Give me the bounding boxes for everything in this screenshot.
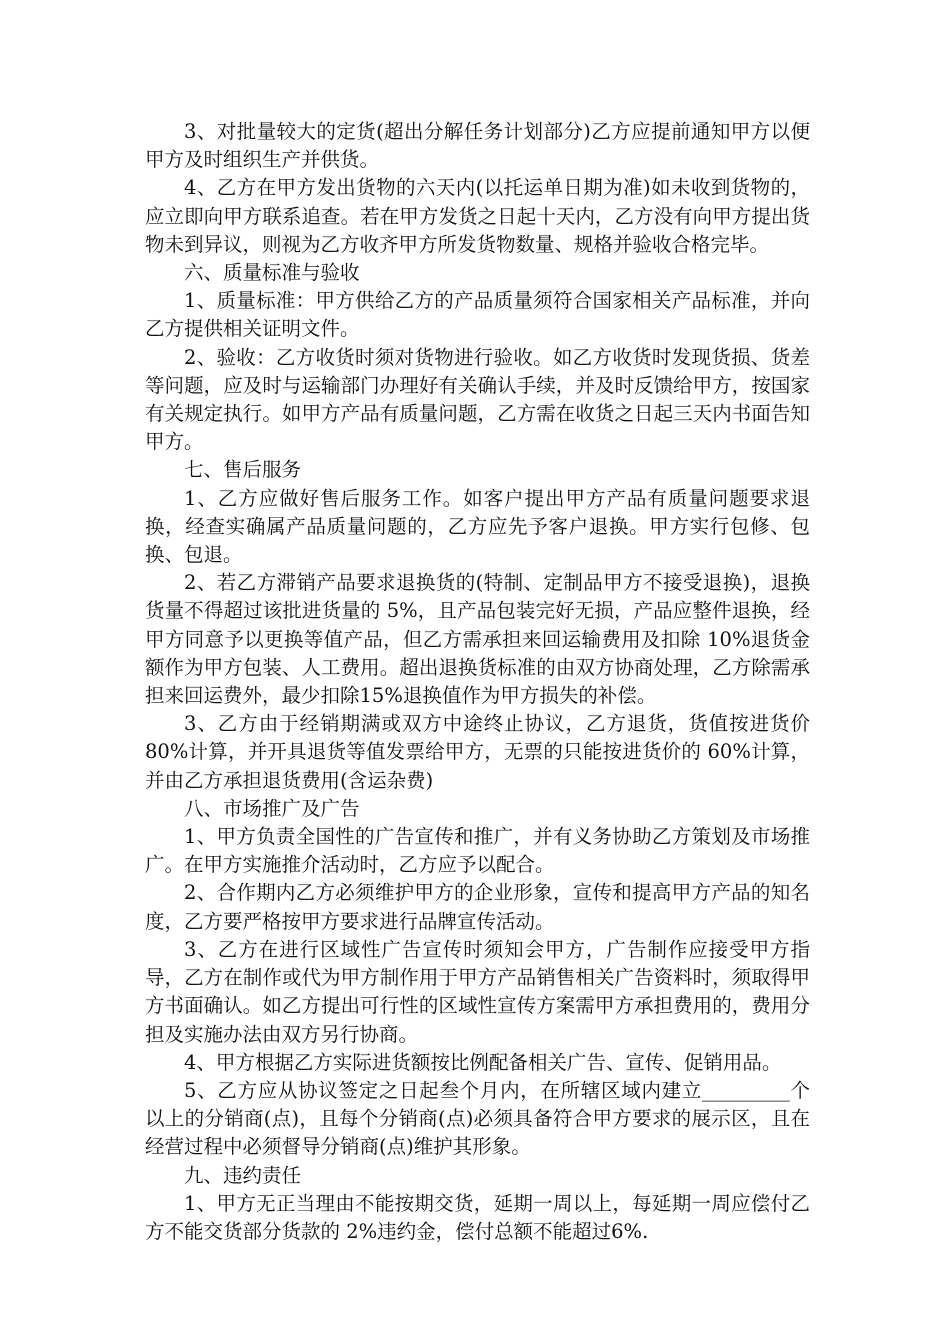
clause-8-5: 5、乙方应从协议签定之日起叁个月内，在所辖区域内建立_________个以上的分销商(点)，且每个分销商(点)必须具备符合甲方要求的展示区，且在经营过程中必须督导分销商(点)维护其形象。: [145, 1078, 810, 1159]
section-heading-after-sales: 七、售后服务: [184, 458, 302, 482]
clause-7-3: 3、乙方由于经销期满或双方中途终止协议，乙方退货，货值按进货价 80%计算，并开具退货等值发票给甲方，无票的只能按进货价的 60%计算，并由乙方承担退货费用(含运杂费): [145, 712, 810, 792]
section-heading-liability: 九、违约责任: [184, 1163, 302, 1187]
clause-6-2: 2、验收：乙方收货时须对货物进行验收。如乙方收货时发现货损、货差等问题，应及时与运输部门办理好有关确认手续，并及时反馈给甲方，按国家有关规定执行。如甲方产品有质量问题，乙方需在收货之日起三天内书面告知甲方。: [145, 345, 810, 454]
clause-5-3: 3、对批量较大的定货(超出分解任务计划部分)乙方应提前通知甲方以便甲方及时组织生产并供货。: [145, 120, 810, 172]
section-heading-quality: 六、质量标准与验收: [184, 261, 360, 285]
clause-9-1: 1、甲方无正当理由不能按期交货，延期一周以上，每延期一周应偿付乙方不能交货部分货款的 2%违约金，偿付总额不能超过6%.: [145, 1191, 810, 1243]
clause-8-1: 1、甲方负责全国性的广告宣传和推广，并有义务协助乙方策划及市场推广。在甲方实施推介活动时，乙方应予以配合。: [145, 825, 810, 877]
clause-5-4: 4、乙方在甲方发出货物的六天内(以托运单日期为准)如未收到货物的，应立即向甲方联系追查。若在甲方发货之日起十天内，乙方没有向甲方提出货物未到异议，则视为乙方收齐甲方所发货物数量、规格并验收合格完毕。: [145, 176, 810, 256]
clause-7-1: 1、乙方应做好售后服务工作。如客户提出甲方产品有质量问题要求退换，经查实确属产品质量问题的，乙方应先予客户退换。甲方实行包修、包换、包退。: [145, 486, 810, 567]
clause-7-2: 2、若乙方滞销产品要求退换货的(特制、定制品甲方不接受退换)，退换货量不得超过该批进货量的 5%，且产品包装完好无损，产品应整件退换，经甲方同意予以更换等值产品，但乙方需承担来回运输费用及扣除 10%退货金额作为甲方包装、人工费用。超出退换货标准的由双方协商处理，乙方除需承担来回运费外，最少扣除15%退换值作为甲方损失的补偿。: [145, 571, 810, 708]
clause-8-2: 2、合作期内乙方必须维护甲方的企业形象，宣传和提高甲方产品的知名度，乙方要严格按甲方要求进行品牌宣传活动。: [145, 881, 810, 933]
clause-8-4: 4、甲方根据乙方实际进货额按比例配备相关广告、宣传、促销用品。: [184, 1050, 782, 1074]
document-body: [145, 118, 810, 1246]
section-heading-marketing: 八、市场推广及广告: [184, 796, 360, 820]
clause-6-1: 1、质量标准：甲方供给乙方的产品质量须符合国家相关产品标准，并向乙方提供相关证明文件。: [145, 289, 810, 341]
clause-8-3: 3、乙方在进行区域性广告宣传时须知会甲方，广告制作应接受甲方指导，乙方在制作或代为甲方制作用于甲方产品销售相关广告资料时，须取得甲方书面确认。如乙方提出可行性的区域性宣传方案需甲方承担费用的，费用分担及实施办法由双方另行协商。: [145, 937, 810, 1046]
